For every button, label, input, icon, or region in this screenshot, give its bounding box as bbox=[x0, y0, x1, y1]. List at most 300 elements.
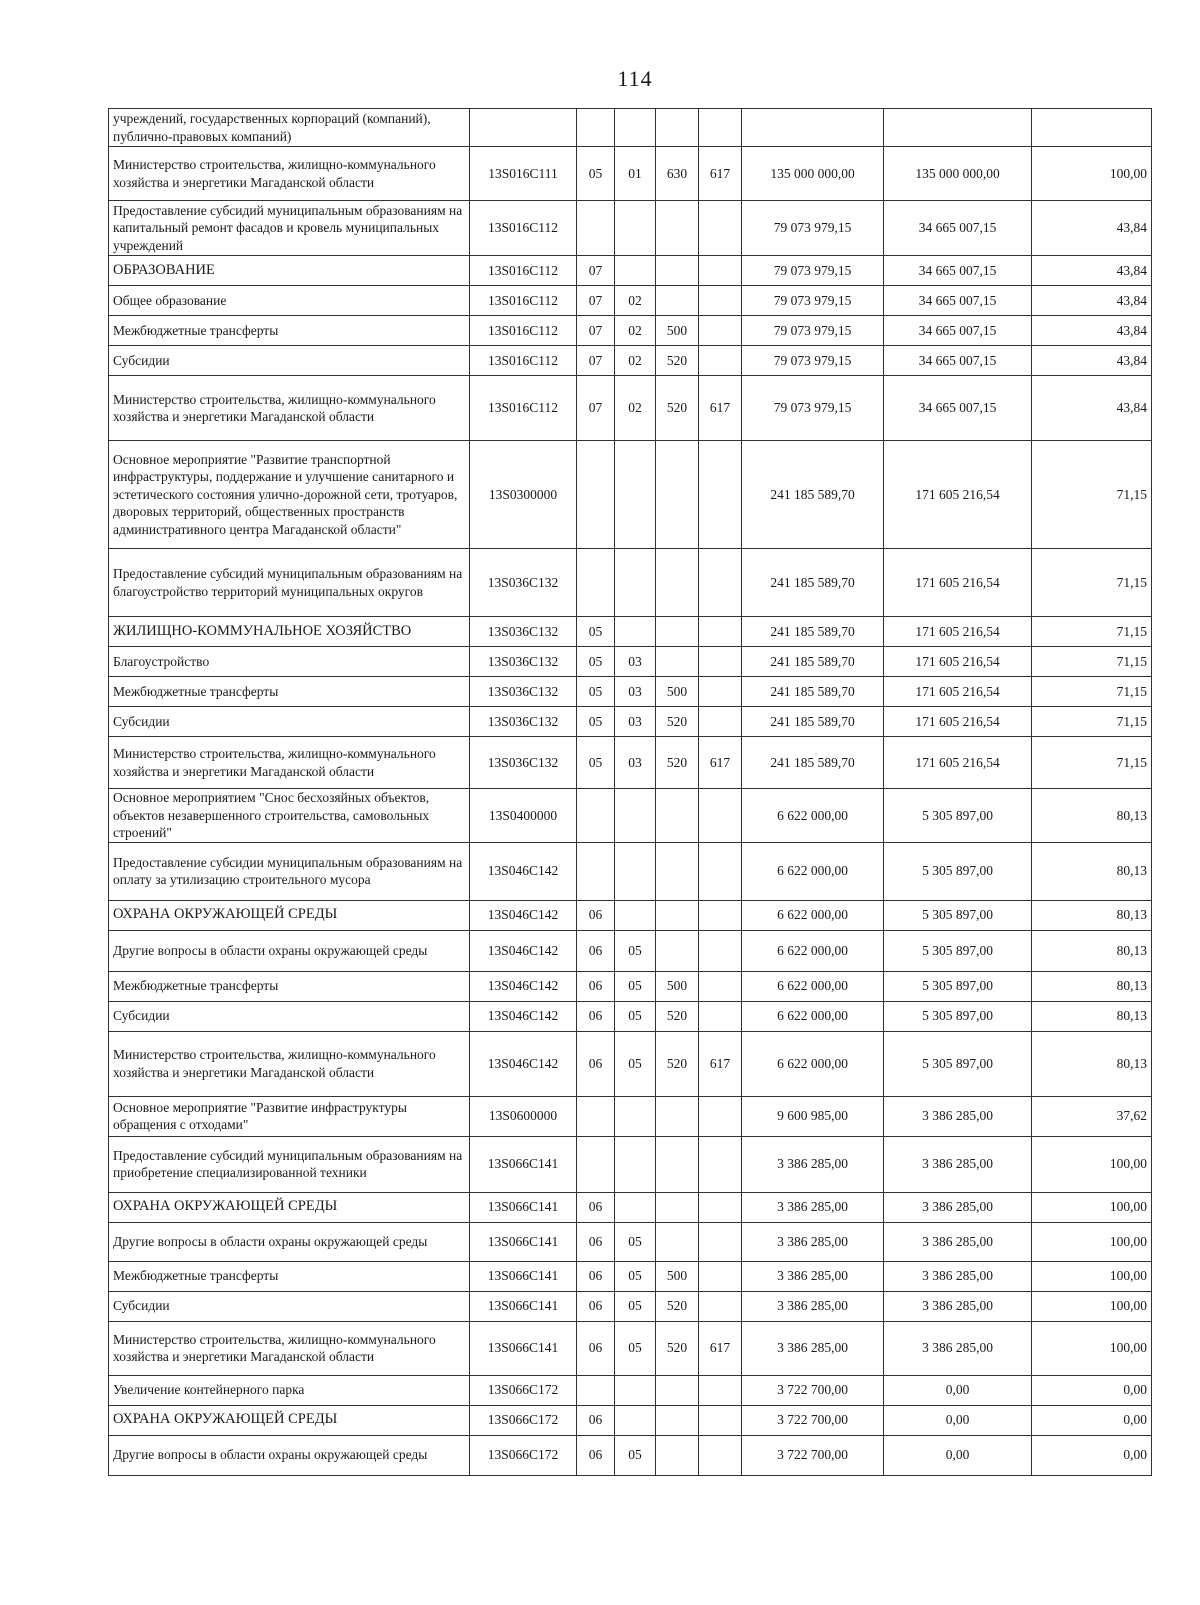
row-subsection bbox=[615, 842, 656, 900]
row-expense-type bbox=[656, 201, 699, 256]
row-subsection bbox=[615, 900, 656, 930]
row-planned-amount: 79 073 979,15 bbox=[742, 376, 884, 441]
table-row bbox=[109, 1001, 1152, 1031]
row-executed-amount: 34 665 007,15 bbox=[884, 376, 1032, 441]
row-target-code bbox=[470, 109, 577, 147]
row-subsection: 03 bbox=[615, 647, 656, 677]
row-admin-code: 617 bbox=[699, 147, 742, 201]
row-name: Другие вопросы в области охраны окружающей среды bbox=[109, 1435, 470, 1475]
table-row bbox=[109, 1291, 1152, 1321]
row-executed-amount: 34 665 007,15 bbox=[884, 201, 1032, 256]
page-number: 114 bbox=[617, 66, 653, 91]
row-planned-amount: 79 073 979,15 bbox=[742, 316, 884, 346]
row-execution-percent: 71,15 bbox=[1032, 647, 1152, 677]
row-name: Межбюджетные трансферты bbox=[109, 316, 470, 346]
row-admin-code bbox=[699, 900, 742, 930]
row-expense-type bbox=[656, 1435, 699, 1475]
row-executed-amount: 171 605 216,54 bbox=[884, 549, 1032, 617]
row-name: Основное мероприятие "Развитие транспортной инфраструктуры, поддержание и улучшение санитарного и эстетического состояния улично-дорожной сети, тротуаров, дворовых территорий, общественных пространств административного центра Магаданской области" bbox=[109, 441, 470, 549]
row-planned-amount: 79 073 979,15 bbox=[742, 201, 884, 256]
row-name: Основное мероприятие "Развитие инфраструктуры обращения с отходами" bbox=[109, 1096, 470, 1136]
row-section: 05 bbox=[577, 737, 615, 789]
row-executed-amount: 171 605 216,54 bbox=[884, 647, 1032, 677]
row-planned-amount: 6 622 000,00 bbox=[742, 1001, 884, 1031]
row-target-code: 13S0400000 bbox=[470, 789, 577, 843]
row-section bbox=[577, 1096, 615, 1136]
row-target-code: 13S066C141 bbox=[470, 1291, 577, 1321]
row-name: Благоустройство bbox=[109, 647, 470, 677]
row-subsection bbox=[615, 789, 656, 843]
row-target-code: 13S066C172 bbox=[470, 1405, 577, 1435]
row-admin-code bbox=[699, 286, 742, 316]
row-admin-code: 617 bbox=[699, 1321, 742, 1375]
row-admin-code bbox=[699, 316, 742, 346]
row-subsection: 03 bbox=[615, 677, 656, 707]
row-subsection bbox=[615, 1096, 656, 1136]
row-execution-percent: 71,15 bbox=[1032, 737, 1152, 789]
row-admin-code bbox=[699, 1136, 742, 1192]
row-name: ЖИЛИЩНО-КОММУНАЛЬНОЕ ХОЗЯЙСТВО bbox=[109, 617, 470, 647]
row-expense-type: 520 bbox=[656, 707, 699, 737]
row-planned-amount: 241 185 589,70 bbox=[742, 677, 884, 707]
table-row bbox=[109, 1321, 1152, 1375]
row-section bbox=[577, 109, 615, 147]
row-name: Предоставление субсидий муниципальным образованиям на приобретение специализированной техники bbox=[109, 1136, 470, 1192]
row-name: Межбюджетные трансферты bbox=[109, 971, 470, 1001]
row-subsection bbox=[615, 109, 656, 147]
row-name: Межбюджетные трансферты bbox=[109, 677, 470, 707]
row-admin-code bbox=[699, 789, 742, 843]
row-execution-percent: 43,84 bbox=[1032, 256, 1152, 286]
row-target-code: 13S066C141 bbox=[470, 1321, 577, 1375]
row-expense-type bbox=[656, 842, 699, 900]
row-executed-amount: 3 386 285,00 bbox=[884, 1222, 1032, 1261]
row-target-code: 13S046C142 bbox=[470, 1031, 577, 1096]
row-planned-amount: 6 622 000,00 bbox=[742, 900, 884, 930]
row-executed-amount: 3 386 285,00 bbox=[884, 1096, 1032, 1136]
row-section: 06 bbox=[577, 1261, 615, 1291]
table-row bbox=[109, 707, 1152, 737]
row-section: 06 bbox=[577, 900, 615, 930]
row-section bbox=[577, 549, 615, 617]
table-row bbox=[109, 1031, 1152, 1096]
row-admin-code: 617 bbox=[699, 1031, 742, 1096]
row-executed-amount: 135 000 000,00 bbox=[884, 147, 1032, 201]
table-row bbox=[109, 109, 1152, 147]
row-target-code: 13S036C132 bbox=[470, 617, 577, 647]
row-name: Субсидии bbox=[109, 1001, 470, 1031]
row-executed-amount: 171 605 216,54 bbox=[884, 441, 1032, 549]
row-expense-type: 500 bbox=[656, 677, 699, 707]
row-target-code: 13S016C112 bbox=[470, 201, 577, 256]
row-executed-amount: 171 605 216,54 bbox=[884, 737, 1032, 789]
row-execution-percent: 0,00 bbox=[1032, 1435, 1152, 1475]
row-subsection bbox=[615, 1136, 656, 1192]
row-executed-amount: 171 605 216,54 bbox=[884, 707, 1032, 737]
row-executed-amount: 3 386 285,00 bbox=[884, 1291, 1032, 1321]
table-row bbox=[109, 1222, 1152, 1261]
row-planned-amount: 3 386 285,00 bbox=[742, 1261, 884, 1291]
row-execution-percent: 80,13 bbox=[1032, 842, 1152, 900]
row-target-code: 13S016C112 bbox=[470, 286, 577, 316]
row-name: Другие вопросы в области охраны окружающей среды bbox=[109, 930, 470, 971]
row-name: Министерство строительства, жилищно-коммунального хозяйства и энергетики Магаданской области bbox=[109, 1031, 470, 1096]
row-section: 05 bbox=[577, 677, 615, 707]
row-executed-amount: 34 665 007,15 bbox=[884, 286, 1032, 316]
row-name: Другие вопросы в области охраны окружающей среды bbox=[109, 1222, 470, 1261]
row-execution-percent: 0,00 bbox=[1032, 1375, 1152, 1405]
row-expense-type: 520 bbox=[656, 1001, 699, 1031]
row-target-code: 13S046C142 bbox=[470, 842, 577, 900]
row-admin-code bbox=[699, 1001, 742, 1031]
row-execution-percent: 43,84 bbox=[1032, 201, 1152, 256]
row-execution-percent: 71,15 bbox=[1032, 441, 1152, 549]
row-name: Межбюджетные трансферты bbox=[109, 1261, 470, 1291]
row-executed-amount: 5 305 897,00 bbox=[884, 971, 1032, 1001]
row-planned-amount: 6 622 000,00 bbox=[742, 1031, 884, 1096]
row-planned-amount: 6 622 000,00 bbox=[742, 971, 884, 1001]
row-name: Министерство строительства, жилищно-коммунального хозяйства и энергетики Магаданской области bbox=[109, 1321, 470, 1375]
row-target-code: 13S036C132 bbox=[470, 677, 577, 707]
row-expense-type bbox=[656, 789, 699, 843]
table-row bbox=[109, 346, 1152, 376]
row-expense-type: 500 bbox=[656, 1261, 699, 1291]
row-target-code: 13S016C112 bbox=[470, 346, 577, 376]
row-planned-amount: 6 622 000,00 bbox=[742, 789, 884, 843]
row-execution-percent: 100,00 bbox=[1032, 147, 1152, 201]
row-target-code: 13S066C141 bbox=[470, 1222, 577, 1261]
row-section: 05 bbox=[577, 707, 615, 737]
row-expense-type bbox=[656, 286, 699, 316]
table-row bbox=[109, 147, 1152, 201]
row-section: 06 bbox=[577, 971, 615, 1001]
row-admin-code bbox=[699, 1222, 742, 1261]
row-executed-amount: 0,00 bbox=[884, 1435, 1032, 1475]
row-admin-code bbox=[699, 930, 742, 971]
row-executed-amount: 3 386 285,00 bbox=[884, 1136, 1032, 1192]
row-expense-type: 520 bbox=[656, 1291, 699, 1321]
row-admin-code bbox=[699, 1096, 742, 1136]
row-name: Министерство строительства, жилищно-коммунального хозяйства и энергетики Магаданской области bbox=[109, 147, 470, 201]
row-executed-amount: 0,00 bbox=[884, 1375, 1032, 1405]
row-expense-type: 500 bbox=[656, 316, 699, 346]
row-admin-code bbox=[699, 842, 742, 900]
row-section: 06 bbox=[577, 1001, 615, 1031]
table-row bbox=[109, 737, 1152, 789]
row-name: Увеличение контейнерного парка bbox=[109, 1375, 470, 1405]
row-expense-type bbox=[656, 1192, 699, 1222]
row-subsection bbox=[615, 1192, 656, 1222]
row-name: Общее образование bbox=[109, 286, 470, 316]
row-admin-code bbox=[699, 1192, 742, 1222]
table-row bbox=[109, 549, 1152, 617]
row-admin-code: 617 bbox=[699, 376, 742, 441]
row-execution-percent: 100,00 bbox=[1032, 1261, 1152, 1291]
row-admin-code bbox=[699, 1435, 742, 1475]
row-section: 06 bbox=[577, 1192, 615, 1222]
row-admin-code bbox=[699, 256, 742, 286]
row-executed-amount bbox=[884, 109, 1032, 147]
table-row bbox=[109, 441, 1152, 549]
row-planned-amount: 135 000 000,00 bbox=[742, 147, 884, 201]
row-section: 06 bbox=[577, 1435, 615, 1475]
row-executed-amount: 171 605 216,54 bbox=[884, 677, 1032, 707]
row-planned-amount: 79 073 979,15 bbox=[742, 256, 884, 286]
row-target-code: 13S036C132 bbox=[470, 549, 577, 617]
row-subsection: 05 bbox=[615, 1435, 656, 1475]
row-subsection bbox=[615, 1405, 656, 1435]
row-section: 05 bbox=[577, 617, 615, 647]
row-expense-type bbox=[656, 900, 699, 930]
row-executed-amount: 3 386 285,00 bbox=[884, 1261, 1032, 1291]
row-subsection: 03 bbox=[615, 707, 656, 737]
row-executed-amount: 171 605 216,54 bbox=[884, 617, 1032, 647]
row-planned-amount: 3 722 700,00 bbox=[742, 1405, 884, 1435]
row-expense-type: 500 bbox=[656, 971, 699, 1001]
row-planned-amount: 241 185 589,70 bbox=[742, 617, 884, 647]
row-subsection: 03 bbox=[615, 737, 656, 789]
row-expense-type bbox=[656, 109, 699, 147]
row-expense-type bbox=[656, 1405, 699, 1435]
table-row bbox=[109, 842, 1152, 900]
row-admin-code bbox=[699, 707, 742, 737]
table-row bbox=[109, 256, 1152, 286]
row-admin-code bbox=[699, 1261, 742, 1291]
table-row bbox=[109, 286, 1152, 316]
row-execution-percent: 43,84 bbox=[1032, 316, 1152, 346]
row-subsection bbox=[615, 549, 656, 617]
row-name: Министерство строительства, жилищно-коммунального хозяйства и энергетики Магаданской области bbox=[109, 737, 470, 789]
row-admin-code bbox=[699, 441, 742, 549]
row-target-code: 13S046C142 bbox=[470, 900, 577, 930]
row-target-code: 13S036C132 bbox=[470, 707, 577, 737]
row-planned-amount: 241 185 589,70 bbox=[742, 549, 884, 617]
row-execution-percent: 0,00 bbox=[1032, 1405, 1152, 1435]
row-section: 07 bbox=[577, 346, 615, 376]
row-execution-percent: 71,15 bbox=[1032, 617, 1152, 647]
row-subsection: 05 bbox=[615, 971, 656, 1001]
row-subsection: 05 bbox=[615, 1222, 656, 1261]
row-name: Предоставление субсидий муниципальным образованиям на капитальный ремонт фасадов и кровель муниципальных учреждений bbox=[109, 201, 470, 256]
row-subsection bbox=[615, 1375, 656, 1405]
table-row bbox=[109, 376, 1152, 441]
row-expense-type: 520 bbox=[656, 1031, 699, 1096]
row-execution-percent: 43,84 bbox=[1032, 346, 1152, 376]
row-expense-type bbox=[656, 549, 699, 617]
row-expense-type bbox=[656, 617, 699, 647]
row-subsection: 01 bbox=[615, 147, 656, 201]
table-row bbox=[109, 1136, 1152, 1192]
row-name: ОХРАНА ОКРУЖАЮЩЕЙ СРЕДЫ bbox=[109, 900, 470, 930]
table-row bbox=[109, 789, 1152, 843]
row-execution-percent: 100,00 bbox=[1032, 1291, 1152, 1321]
row-subsection: 05 bbox=[615, 930, 656, 971]
row-admin-code bbox=[699, 971, 742, 1001]
row-name: Основное мероприятием "Снос бесхозяйных объектов, объектов незавершенного строительства, самовольных строений" bbox=[109, 789, 470, 843]
row-section: 06 bbox=[577, 1405, 615, 1435]
row-planned-amount: 6 622 000,00 bbox=[742, 930, 884, 971]
row-execution-percent: 100,00 bbox=[1032, 1321, 1152, 1375]
row-target-code: 13S066C141 bbox=[470, 1261, 577, 1291]
row-execution-percent: 43,84 bbox=[1032, 376, 1152, 441]
row-execution-percent: 80,13 bbox=[1032, 1001, 1152, 1031]
row-executed-amount: 5 305 897,00 bbox=[884, 1031, 1032, 1096]
row-name: ОХРАНА ОКРУЖАЮЩЕЙ СРЕДЫ bbox=[109, 1405, 470, 1435]
table-row bbox=[109, 617, 1152, 647]
row-planned-amount: 79 073 979,15 bbox=[742, 346, 884, 376]
row-section: 06 bbox=[577, 1321, 615, 1375]
row-target-code: 13S036C132 bbox=[470, 647, 577, 677]
row-section: 07 bbox=[577, 316, 615, 346]
row-section: 07 bbox=[577, 256, 615, 286]
row-executed-amount: 34 665 007,15 bbox=[884, 256, 1032, 286]
row-target-code: 13S016C112 bbox=[470, 256, 577, 286]
row-target-code: 13S046C142 bbox=[470, 930, 577, 971]
row-target-code: 13S046C142 bbox=[470, 1001, 577, 1031]
row-admin-code: 617 bbox=[699, 737, 742, 789]
row-target-code: 13S066C172 bbox=[470, 1375, 577, 1405]
row-expense-type bbox=[656, 1222, 699, 1261]
row-admin-code bbox=[699, 677, 742, 707]
row-execution-percent: 80,13 bbox=[1032, 971, 1152, 1001]
row-name: Субсидии bbox=[109, 707, 470, 737]
row-name: Субсидии bbox=[109, 1291, 470, 1321]
row-executed-amount: 5 305 897,00 bbox=[884, 842, 1032, 900]
row-executed-amount: 3 386 285,00 bbox=[884, 1321, 1032, 1375]
row-admin-code bbox=[699, 1291, 742, 1321]
row-planned-amount: 3 386 285,00 bbox=[742, 1222, 884, 1261]
table-row bbox=[109, 1405, 1152, 1435]
row-name: Субсидии bbox=[109, 346, 470, 376]
row-admin-code bbox=[699, 1405, 742, 1435]
row-execution-percent bbox=[1032, 109, 1152, 147]
row-section bbox=[577, 789, 615, 843]
row-expense-type bbox=[656, 256, 699, 286]
row-execution-percent: 80,13 bbox=[1032, 900, 1152, 930]
row-target-code: 13S016C112 bbox=[470, 376, 577, 441]
row-section: 06 bbox=[577, 1222, 615, 1261]
row-planned-amount: 6 622 000,00 bbox=[742, 842, 884, 900]
row-execution-percent: 43,84 bbox=[1032, 286, 1152, 316]
row-subsection: 02 bbox=[615, 286, 656, 316]
table-row bbox=[109, 1261, 1152, 1291]
row-executed-amount: 5 305 897,00 bbox=[884, 789, 1032, 843]
row-target-code: 13S046C142 bbox=[470, 971, 577, 1001]
row-execution-percent: 80,13 bbox=[1032, 930, 1152, 971]
row-section: 06 bbox=[577, 1031, 615, 1096]
row-executed-amount: 5 305 897,00 bbox=[884, 900, 1032, 930]
row-executed-amount: 3 386 285,00 bbox=[884, 1192, 1032, 1222]
row-admin-code bbox=[699, 617, 742, 647]
row-name: ОБРАЗОВАНИЕ bbox=[109, 256, 470, 286]
row-subsection: 05 bbox=[615, 1261, 656, 1291]
row-expense-type: 520 bbox=[656, 1321, 699, 1375]
row-target-code: 13S066C172 bbox=[470, 1435, 577, 1475]
row-planned-amount: 3 386 285,00 bbox=[742, 1136, 884, 1192]
table-row bbox=[109, 1375, 1152, 1405]
row-target-code: 13S016C111 bbox=[470, 147, 577, 201]
row-expense-type: 520 bbox=[656, 376, 699, 441]
table-row bbox=[109, 677, 1152, 707]
row-planned-amount: 241 185 589,70 bbox=[742, 441, 884, 549]
table-row bbox=[109, 647, 1152, 677]
row-planned-amount: 3 386 285,00 bbox=[742, 1192, 884, 1222]
row-subsection bbox=[615, 617, 656, 647]
table-row bbox=[109, 1192, 1152, 1222]
table-row bbox=[109, 900, 1152, 930]
row-planned-amount: 79 073 979,15 bbox=[742, 286, 884, 316]
row-section: 06 bbox=[577, 1291, 615, 1321]
table-row bbox=[109, 971, 1152, 1001]
row-target-code: 13S0600000 bbox=[470, 1096, 577, 1136]
row-expense-type: 520 bbox=[656, 346, 699, 376]
row-admin-code bbox=[699, 647, 742, 677]
row-target-code: 13S016C112 bbox=[470, 316, 577, 346]
row-expense-type: 630 bbox=[656, 147, 699, 201]
row-target-code: 13S066C141 bbox=[470, 1192, 577, 1222]
row-name: Предоставление субсидий муниципальным образованиям на благоустройство территорий муниципальных округов bbox=[109, 549, 470, 617]
row-planned-amount: 9 600 985,00 bbox=[742, 1096, 884, 1136]
row-execution-percent: 80,13 bbox=[1032, 789, 1152, 843]
row-executed-amount: 0,00 bbox=[884, 1405, 1032, 1435]
row-section: 06 bbox=[577, 930, 615, 971]
row-admin-code bbox=[699, 1375, 742, 1405]
row-execution-percent: 37,62 bbox=[1032, 1096, 1152, 1136]
row-executed-amount: 5 305 897,00 bbox=[884, 930, 1032, 971]
row-execution-percent: 71,15 bbox=[1032, 677, 1152, 707]
row-subsection bbox=[615, 201, 656, 256]
row-section bbox=[577, 1136, 615, 1192]
row-planned-amount: 3 386 285,00 bbox=[742, 1321, 884, 1375]
budget-table bbox=[108, 108, 1152, 1476]
row-subsection: 02 bbox=[615, 376, 656, 441]
table-row bbox=[109, 201, 1152, 256]
row-section bbox=[577, 842, 615, 900]
row-execution-percent: 100,00 bbox=[1032, 1192, 1152, 1222]
row-target-code: 13S036C132 bbox=[470, 737, 577, 789]
row-subsection: 05 bbox=[615, 1321, 656, 1375]
row-expense-type bbox=[656, 1375, 699, 1405]
table-row bbox=[109, 930, 1152, 971]
row-subsection: 05 bbox=[615, 1291, 656, 1321]
row-expense-type bbox=[656, 1096, 699, 1136]
row-expense-type bbox=[656, 930, 699, 971]
row-subsection bbox=[615, 256, 656, 286]
row-expense-type: 520 bbox=[656, 737, 699, 789]
row-execution-percent: 80,13 bbox=[1032, 1031, 1152, 1096]
row-admin-code bbox=[699, 549, 742, 617]
row-subsection: 02 bbox=[615, 316, 656, 346]
row-planned-amount: 3 722 700,00 bbox=[742, 1435, 884, 1475]
row-execution-percent: 100,00 bbox=[1032, 1136, 1152, 1192]
row-section: 07 bbox=[577, 286, 615, 316]
row-target-code: 13S0300000 bbox=[470, 441, 577, 549]
row-executed-amount: 34 665 007,15 bbox=[884, 346, 1032, 376]
row-execution-percent: 100,00 bbox=[1032, 1222, 1152, 1261]
table-row bbox=[109, 1096, 1152, 1136]
row-name: Министерство строительства, жилищно-коммунального хозяйства и энергетики Магаданской области bbox=[109, 376, 470, 441]
row-subsection: 05 bbox=[615, 1001, 656, 1031]
row-section: 05 bbox=[577, 147, 615, 201]
row-admin-code bbox=[699, 109, 742, 147]
row-execution-percent: 71,15 bbox=[1032, 707, 1152, 737]
row-execution-percent: 71,15 bbox=[1032, 549, 1152, 617]
row-expense-type bbox=[656, 441, 699, 549]
row-subsection bbox=[615, 441, 656, 549]
row-subsection: 05 bbox=[615, 1031, 656, 1096]
row-subsection: 02 bbox=[615, 346, 656, 376]
row-planned-amount: 3 722 700,00 bbox=[742, 1375, 884, 1405]
